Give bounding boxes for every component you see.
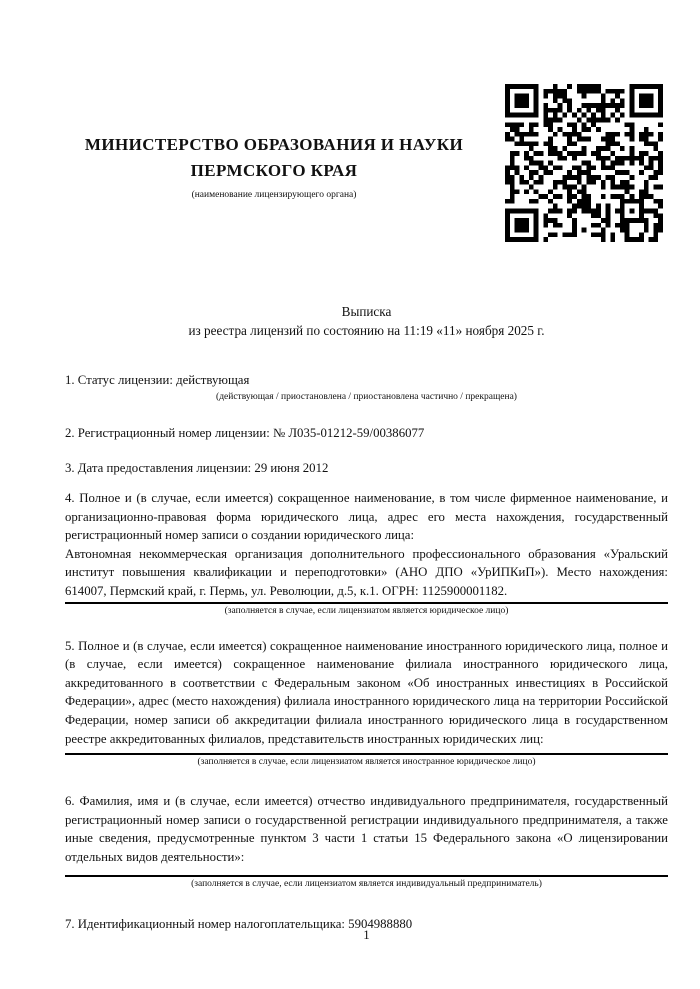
item-individual-entrepreneur xyxy=(65,792,668,891)
foreign-entity-caption: (заполняется в случае, если лицензиатом является иностранное юридическое лицо) xyxy=(197,757,536,768)
qr-code xyxy=(505,84,663,242)
legal-entity-question: 4. Полное и (в случае, если имеется) сокращенное наименование, в том числе фирменное наименование, и организационно-правовая форма юридического лица, адрес его места нахождения, государственный регистрационный номер записи о создании юридического лица: xyxy=(65,490,668,543)
license-status-text: 1. Статус лицензии: действующая xyxy=(65,373,250,388)
qr-code-image xyxy=(505,84,663,242)
item-foreign-entity xyxy=(65,637,668,770)
document-title: Выписка xyxy=(341,304,392,319)
legal-entity-caption: (заполняется в случае, если лицензиатом является юридическое лицо) xyxy=(224,605,509,616)
legal-entity-rule xyxy=(65,602,668,604)
ministry-name-line1: МИНИСТЕРСТВО ОБРАЗОВАНИЯ И НАУКИ xyxy=(84,135,464,154)
grant-date-text: 3. Дата предоставления лицензии: 29 июня 2012 xyxy=(65,461,329,476)
foreign-entity-rule xyxy=(65,753,668,755)
individual-entrepreneur-caption: (заполняется в случае, если лицензиатом является индивидуальный предприниматель) xyxy=(191,879,542,890)
individual-entrepreneur-rule xyxy=(65,875,668,877)
foreign-entity-question: 5. Полное и (в случае, если имеется) сокращенное наименование иностранного юридического лица, полное и (в случае, если имеется) сокращенное наименование филиала иностранного юридического лица, аккредитованного в соответствии с Федеральным законом «Об иностранных инвестициях в Российской Федерации», адрес (место нахождения) филиала иностранного юридического лица на территории Российской Федерации, номер записи об аккредитации филиала иностранного юридического лица в государственном реестре аккредитованных филиалов, представительств иностранных юридических лиц: xyxy=(65,638,668,746)
document-body xyxy=(65,303,668,934)
document-subtitle: из реестра лицензий по состоянию на 11:19 «11» ноября 2025 г. xyxy=(188,322,545,338)
license-status-caption: (действующая / приостановлена / приостановлена частично / прекращена) xyxy=(216,391,517,402)
item-grant-date xyxy=(65,459,668,478)
taxpayer-number-text: 7. Идентификационный номер налогоплательщика: 5904988880 xyxy=(65,917,413,932)
ministry-name-line2: ПЕРМСКОГО КРАЯ xyxy=(190,161,358,180)
page-number: 1 xyxy=(363,928,370,942)
item-legal-entity xyxy=(65,489,668,618)
legal-entity-value: Автономная некоммерческая организация дополнительного профессионального образования «Уральский институт повышения квалификации и переподготовки» (АНО ДПО «УрИПКиП»). Место нахождения: 614007, Пермский край, г. Пермь, ул. Революции, д.5, к.1. ОГРН: 1125900001182. xyxy=(65,546,668,598)
individual-entrepreneur-question: 6. Фамилия, имя и (в случае, если имеется) отчество индивидуального предпринимателя, государственный регистрационный номер записи о государственной регистрации индивидуального предпринимателя, а также иные сведения, предусмотренные пунктом 3 части 1 статьи 15 Федерального закона «О лицензировании отдельных видов деятельности»: xyxy=(65,794,668,864)
registration-number-text: 2. Регистрационный номер лицензии: № Л035-01212-59/00386077 xyxy=(65,425,425,440)
licensing-authority-block xyxy=(62,132,486,201)
item-license-status xyxy=(65,371,668,404)
ministry-caption: (наименование лицензирующего органа) xyxy=(191,190,357,200)
item-registration-number xyxy=(65,424,668,443)
